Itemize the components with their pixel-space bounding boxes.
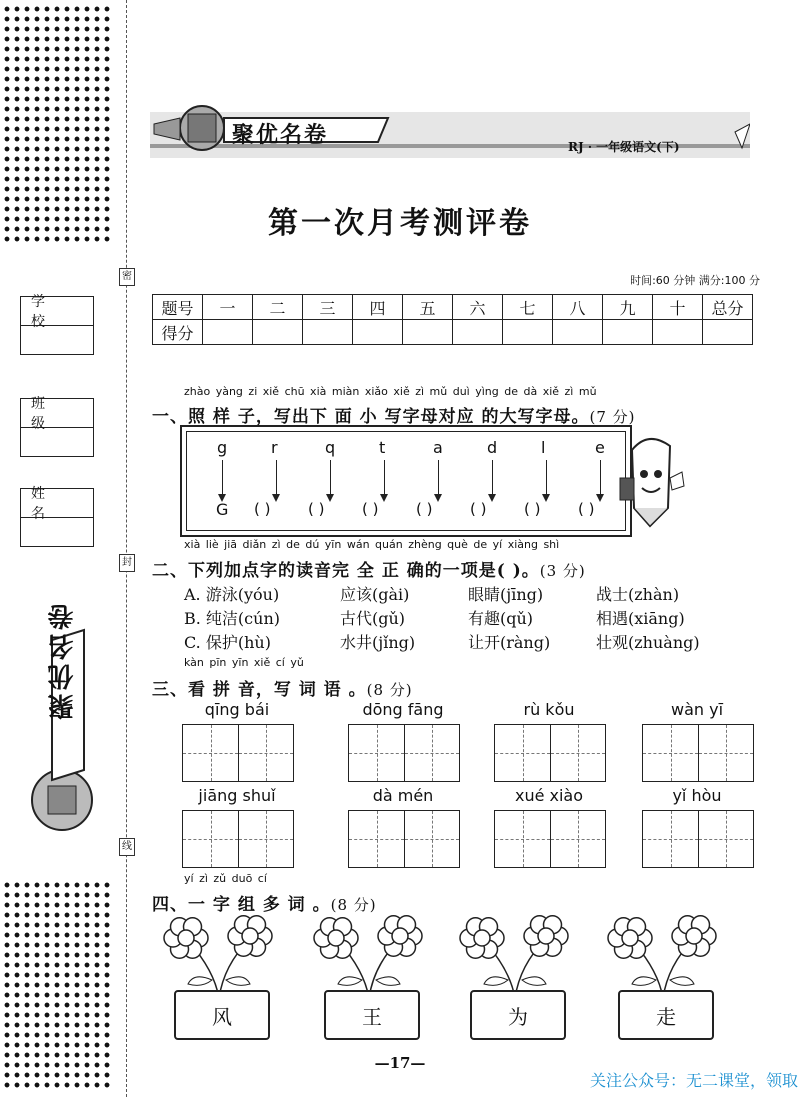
score-blank-cell[interactable] [403, 320, 453, 345]
q1-lower-letter: r [271, 438, 278, 457]
grid-cell[interactable] [550, 811, 605, 867]
grid-cell[interactable] [238, 725, 293, 781]
seal-char-mi: 密 [119, 268, 135, 286]
q1-answer-blank[interactable]: ( ) [254, 500, 271, 518]
q3-pinyin-word: qīng bái [204, 700, 270, 719]
score-header-cell: 题号 [153, 295, 203, 320]
q1-letter-box [180, 425, 632, 537]
q2-option-word: 水井(jǐng) [340, 633, 416, 652]
grid-cell[interactable] [643, 725, 698, 781]
score-table [152, 294, 753, 345]
q2-text: 二、下列加点字的读音完 全 正 确的一项是( )。 [152, 561, 540, 581]
score-header-cell: 七 [503, 295, 553, 320]
score-header-cell: 十 [653, 295, 703, 320]
q3-writing-grid[interactable] [642, 810, 754, 868]
q2-option-word: 古代(gǔ) [340, 609, 406, 628]
q3-pinyin-word: wàn yī [670, 700, 724, 719]
flower-icon [304, 910, 434, 1000]
q2-option-word: A. 游泳(yóu) [184, 585, 280, 604]
down-arrow-icon [546, 460, 547, 500]
grid-cell[interactable] [643, 811, 698, 867]
q2-option-word: C. 保护(hù) [184, 633, 271, 652]
grid-cell[interactable] [495, 725, 550, 781]
q3-writing-grid[interactable] [348, 810, 460, 868]
flower-icon [154, 910, 284, 1000]
score-header-cell: 九 [603, 295, 653, 320]
q1-title [152, 402, 636, 427]
q3-pinyin-word: dà mén [372, 786, 434, 805]
q2-title [152, 556, 586, 581]
flower-icon [598, 910, 728, 1000]
q3-pinyin-word: jiāng shuǐ [198, 786, 276, 805]
header-brand: 聚优名卷 [232, 123, 329, 148]
score-blank-cell[interactable] [503, 320, 553, 345]
exam-meta: 时间:60 分钟 满分:100 分 [630, 274, 760, 287]
q3-title [152, 675, 413, 700]
score-row-label: 得分 [153, 320, 203, 345]
score-blank-cell[interactable] [553, 320, 603, 345]
q3-pinyin-word: dōng fāng [362, 700, 444, 719]
q2-option-word: 有趣(qǔ) [468, 609, 534, 628]
down-arrow-icon [438, 460, 439, 500]
flower-pot-char: 为 [470, 990, 566, 1040]
q1-answer-blank[interactable]: ( ) [578, 500, 595, 518]
name-field[interactable] [20, 488, 94, 547]
q3-pinyin-word: yǐ hòu [672, 786, 722, 805]
down-arrow-icon [276, 460, 277, 500]
down-arrow-icon [330, 460, 331, 500]
score-header-cell: 五 [403, 295, 453, 320]
q1-lower-letter: d [487, 438, 498, 457]
seal-char-feng: 封 [119, 554, 135, 572]
grid-cell[interactable] [349, 811, 404, 867]
score-blank-cell[interactable] [203, 320, 253, 345]
flower-pot-char: 走 [618, 990, 714, 1040]
flower-icon [450, 910, 580, 1000]
grid-cell[interactable] [183, 811, 238, 867]
q1-lower-letter: a [433, 438, 443, 457]
score-header-row [153, 295, 753, 320]
q3-pinyin: kàn pīn yīn xiě cí yǔ [184, 656, 304, 669]
score-header-cell: 一 [203, 295, 253, 320]
grid-cell[interactable] [349, 725, 404, 781]
q2-option-word: B. 纯洁(cún) [184, 609, 280, 628]
q1-lower-letter: q [325, 438, 336, 457]
score-blank-cell[interactable] [453, 320, 503, 345]
score-header-cell: 四 [353, 295, 403, 320]
down-arrow-icon [492, 460, 493, 500]
score-blank-cell[interactable] [303, 320, 353, 345]
q1-pinyin: zhào yàng zi xiě chū xià miàn xiǎo xiě zì mǔ duì yìng de dà xiě zì mǔ [184, 385, 597, 398]
q1-lower-letter: g [217, 438, 228, 457]
q1-answer-blank[interactable]: ( ) [470, 500, 487, 518]
grid-cell[interactable] [183, 725, 238, 781]
q3-points: (8 分) [366, 681, 413, 699]
score-row [153, 320, 753, 345]
seal-line [126, 0, 127, 1097]
q3-pinyin-word: xué xiào [514, 786, 584, 805]
q3-writing-grid[interactable] [642, 724, 754, 782]
down-arrow-icon [222, 460, 223, 500]
q2-option-word: 壮观(zhuàng) [596, 633, 700, 652]
flower-pot-char: 风 [174, 990, 270, 1040]
q2-option-word: 战士(zhàn) [596, 585, 680, 604]
q4-pinyin: yí zì zǔ duō cí [184, 872, 267, 885]
q1-lower-letter: e [595, 438, 605, 457]
side-brand-text: 聚优名卷 [48, 600, 78, 720]
score-blank-cell[interactable] [703, 320, 753, 345]
school-field[interactable] [20, 296, 94, 355]
q1-example-upper: G [216, 500, 229, 519]
q2-pinyin: xià liè jiā diǎn zì de dú yīn wán quán zhèng què de yí xiàng shì [184, 538, 560, 551]
score-blank-cell[interactable] [603, 320, 653, 345]
q3-pinyin-word: rù kǒu [523, 700, 575, 719]
name-label: 姓 名 [21, 489, 93, 518]
score-header-cell: 三 [303, 295, 353, 320]
footer-watermark: 关注公众号：无二课堂，领取 [589, 1071, 798, 1090]
q1-points: (7 分) [589, 408, 636, 426]
q1-text: 一、照 样 子，写出下 面 小 写字母对应 的大写字母。 [152, 407, 590, 427]
q1-answer-blank[interactable]: ( ) [524, 500, 541, 518]
q1-lower-letter: t [379, 438, 386, 457]
q2-points: (3 分) [539, 562, 586, 580]
q4-points: (8 分) [330, 896, 377, 914]
pencil-mascot-icon [618, 428, 688, 528]
page-number: —17— [374, 1054, 426, 1072]
grid-cell[interactable] [550, 725, 605, 781]
q1-answer-blank[interactable]: ( ) [308, 500, 325, 518]
grid-cell[interactable] [698, 811, 753, 867]
q1-lower-letter: l [541, 438, 546, 457]
q2-option-word: 应该(gài) [340, 585, 410, 604]
grid-cell[interactable] [404, 725, 459, 781]
grid-cell[interactable] [404, 811, 459, 867]
score-blank-cell[interactable] [653, 320, 703, 345]
q2-option-word: 让开(ràng) [468, 633, 551, 652]
q3-writing-grid[interactable] [182, 810, 294, 868]
score-header-cell: 六 [453, 295, 503, 320]
q1-answer-blank[interactable]: ( ) [416, 500, 433, 518]
grid-cell[interactable] [238, 811, 293, 867]
grid-cell[interactable] [495, 811, 550, 867]
q2-option-word: 眼睛(jīng) [468, 585, 544, 604]
q2-option-word: 相遇(xiāng) [596, 609, 685, 628]
q3-text: 三、看 拼 音，写 词 语 。 [152, 680, 367, 700]
q4-text: 四、一 字 组 多 词 。 [152, 895, 331, 915]
class-label: 班 级 [21, 399, 93, 428]
score-blank-cell[interactable] [353, 320, 403, 345]
header-series: RJ · 一年级语文(下) [568, 140, 680, 154]
score-header-cell: 二 [253, 295, 303, 320]
q3-writing-grid[interactable] [494, 810, 606, 868]
page-title: 第一次月考测评卷 [268, 206, 532, 241]
school-label: 学 校 [21, 297, 93, 326]
grid-cell[interactable] [698, 725, 753, 781]
q3-writing-grid[interactable] [182, 724, 294, 782]
score-header-cell: 八 [553, 295, 603, 320]
down-arrow-icon [600, 460, 601, 500]
score-header-cell: 总分 [703, 295, 753, 320]
q1-answer-blank[interactable]: ( ) [362, 500, 379, 518]
score-blank-cell[interactable] [253, 320, 303, 345]
class-field[interactable] [20, 398, 94, 457]
down-arrow-icon [384, 460, 385, 500]
q3-writing-grid[interactable] [494, 724, 606, 782]
flower-pot-char: 王 [324, 990, 420, 1040]
seal-char-xian: 线 [119, 838, 135, 856]
q3-writing-grid[interactable] [348, 724, 460, 782]
